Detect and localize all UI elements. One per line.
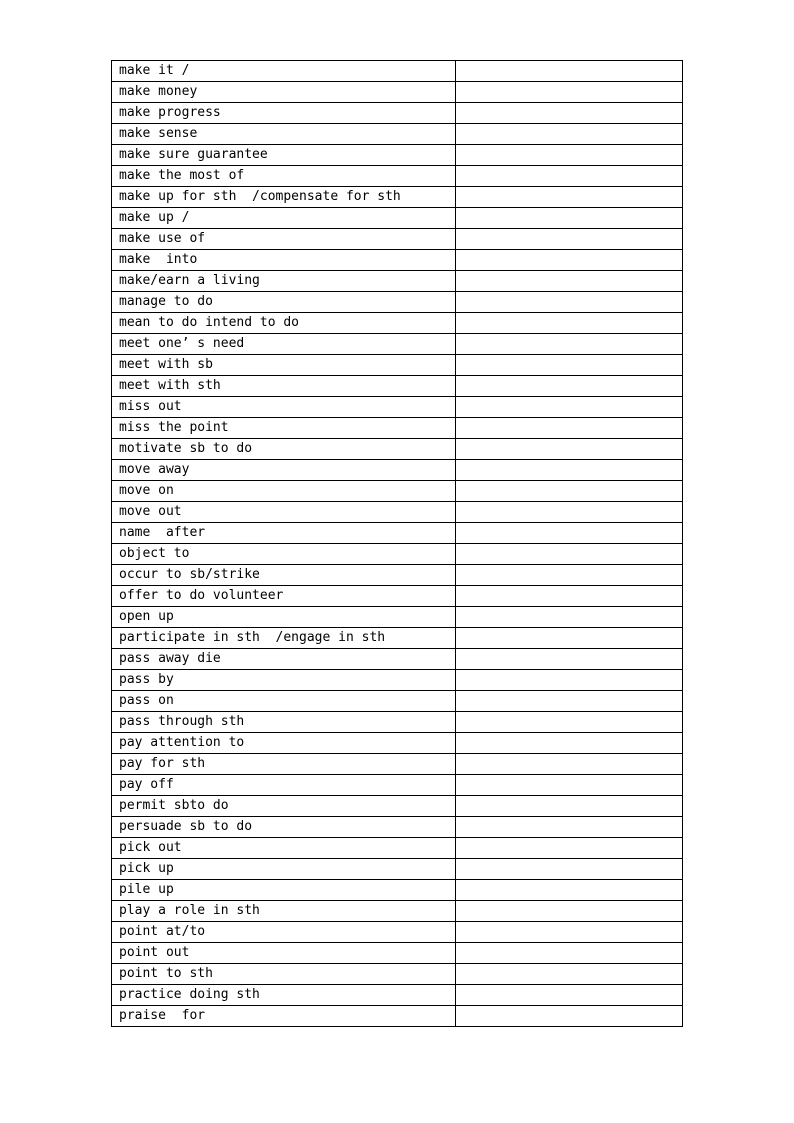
table-row (112, 229, 683, 250)
answer-cell (456, 334, 683, 355)
table-row (112, 271, 683, 292)
table-row (112, 292, 683, 313)
answer-cell (456, 502, 683, 523)
answer-cell (456, 880, 683, 901)
phrase-cell: miss the point (112, 418, 456, 439)
table-row (112, 586, 683, 607)
table-row (112, 628, 683, 649)
answer-cell (456, 922, 683, 943)
phrase-cell: make use of (112, 229, 456, 250)
answer-cell (456, 901, 683, 922)
phrase-table-body (112, 61, 683, 1027)
table-row (112, 502, 683, 523)
answer-cell (456, 397, 683, 418)
answer-cell (456, 607, 683, 628)
table-row (112, 145, 683, 166)
table-row (112, 124, 683, 145)
phrase-cell: occur to sb/strike (112, 565, 456, 586)
phrase-cell: make sense (112, 124, 456, 145)
table-row (112, 565, 683, 586)
phrase-cell: pick up (112, 859, 456, 880)
answer-cell (456, 187, 683, 208)
answer-cell (456, 61, 683, 82)
table-row (112, 523, 683, 544)
answer-cell (456, 1006, 683, 1027)
answer-cell (456, 649, 683, 670)
table-row (112, 985, 683, 1006)
phrase-cell: pass through sth (112, 712, 456, 733)
answer-cell (456, 481, 683, 502)
phrase-cell: pile up (112, 880, 456, 901)
phrase-cell: object to (112, 544, 456, 565)
phrase-cell: point out (112, 943, 456, 964)
table-row (112, 775, 683, 796)
phrase-cell: point to sth (112, 964, 456, 985)
table-row (112, 439, 683, 460)
phrase-cell: make up / (112, 208, 456, 229)
table-row (112, 460, 683, 481)
table-row (112, 733, 683, 754)
table-row (112, 61, 683, 82)
phrase-cell: permit sbto do (112, 796, 456, 817)
table-row (112, 817, 683, 838)
table-row (112, 1006, 683, 1027)
table-row (112, 607, 683, 628)
phrase-cell: point at/to (112, 922, 456, 943)
phrase-cell: move on (112, 481, 456, 502)
phrase-cell: open up (112, 607, 456, 628)
answer-cell (456, 796, 683, 817)
answer-cell (456, 943, 683, 964)
answer-cell (456, 775, 683, 796)
answer-cell (456, 229, 683, 250)
table-row (112, 82, 683, 103)
phrase-cell: make money (112, 82, 456, 103)
phrase-cell: make it / (112, 61, 456, 82)
table-row (112, 313, 683, 334)
table-row (112, 334, 683, 355)
phrase-cell: pay for sth (112, 754, 456, 775)
table-row (112, 418, 683, 439)
table-row (112, 166, 683, 187)
table-row (112, 397, 683, 418)
phrase-cell: meet with sth (112, 376, 456, 397)
phrase-cell: name after (112, 523, 456, 544)
table-row (112, 208, 683, 229)
answer-cell (456, 124, 683, 145)
answer-cell (456, 670, 683, 691)
answer-cell (456, 691, 683, 712)
answer-cell (456, 565, 683, 586)
phrase-cell: miss out (112, 397, 456, 418)
answer-cell (456, 586, 683, 607)
phrase-cell: offer to do volunteer (112, 586, 456, 607)
table-row (112, 250, 683, 271)
phrase-cell: play a role in sth (112, 901, 456, 922)
answer-cell (456, 145, 683, 166)
table-row (112, 754, 683, 775)
phrase-cell: manage to do (112, 292, 456, 313)
table-row (112, 796, 683, 817)
phrase-cell: persuade sb to do (112, 817, 456, 838)
phrase-cell: praise for (112, 1006, 456, 1027)
answer-cell (456, 313, 683, 334)
phrase-cell: make up for sth /compensate for sth (112, 187, 456, 208)
phrase-cell: participate in sth /engage in sth (112, 628, 456, 649)
table-row (112, 544, 683, 565)
answer-cell (456, 754, 683, 775)
phrase-cell: practice doing sth (112, 985, 456, 1006)
table-row (112, 838, 683, 859)
table-row (112, 649, 683, 670)
answer-cell (456, 859, 683, 880)
phrase-cell: meet one’ s need (112, 334, 456, 355)
answer-cell (456, 838, 683, 859)
answer-cell (456, 103, 683, 124)
answer-cell (456, 292, 683, 313)
phrase-cell: make into (112, 250, 456, 271)
phrase-cell: motivate sb to do (112, 439, 456, 460)
phrase-cell: make/earn a living (112, 271, 456, 292)
answer-cell (456, 523, 683, 544)
table-row (112, 670, 683, 691)
phrase-cell: pay off (112, 775, 456, 796)
table-row (112, 103, 683, 124)
table-row (112, 712, 683, 733)
table-row (112, 922, 683, 943)
table-row (112, 187, 683, 208)
table-row (112, 691, 683, 712)
phrase-cell: make progress (112, 103, 456, 124)
phrase-cell: mean to do intend to do (112, 313, 456, 334)
phrase-cell: make sure guarantee (112, 145, 456, 166)
phrase-table (111, 60, 683, 1027)
answer-cell (456, 439, 683, 460)
phrase-cell: pick out (112, 838, 456, 859)
answer-cell (456, 418, 683, 439)
phrase-cell: meet with sb (112, 355, 456, 376)
phrase-cell: pass on (112, 691, 456, 712)
table-row (112, 376, 683, 397)
phrase-cell: make the most of (112, 166, 456, 187)
answer-cell (456, 355, 683, 376)
phrase-cell: pay attention to (112, 733, 456, 754)
answer-cell (456, 964, 683, 985)
phrase-cell: move away (112, 460, 456, 481)
phrase-cell: pass away die (112, 649, 456, 670)
table-row (112, 901, 683, 922)
answer-cell (456, 817, 683, 838)
answer-cell (456, 712, 683, 733)
table-row (112, 880, 683, 901)
answer-cell (456, 376, 683, 397)
table-row (112, 859, 683, 880)
answer-cell (456, 460, 683, 481)
phrase-cell: pass by (112, 670, 456, 691)
table-row (112, 943, 683, 964)
answer-cell (456, 208, 683, 229)
answer-cell (456, 628, 683, 649)
answer-cell (456, 733, 683, 754)
table-row (112, 964, 683, 985)
answer-cell (456, 544, 683, 565)
answer-cell (456, 985, 683, 1006)
answer-cell (456, 271, 683, 292)
answer-cell (456, 250, 683, 271)
phrase-cell: move out (112, 502, 456, 523)
answer-cell (456, 166, 683, 187)
table-row (112, 481, 683, 502)
table-row (112, 355, 683, 376)
answer-cell (456, 82, 683, 103)
